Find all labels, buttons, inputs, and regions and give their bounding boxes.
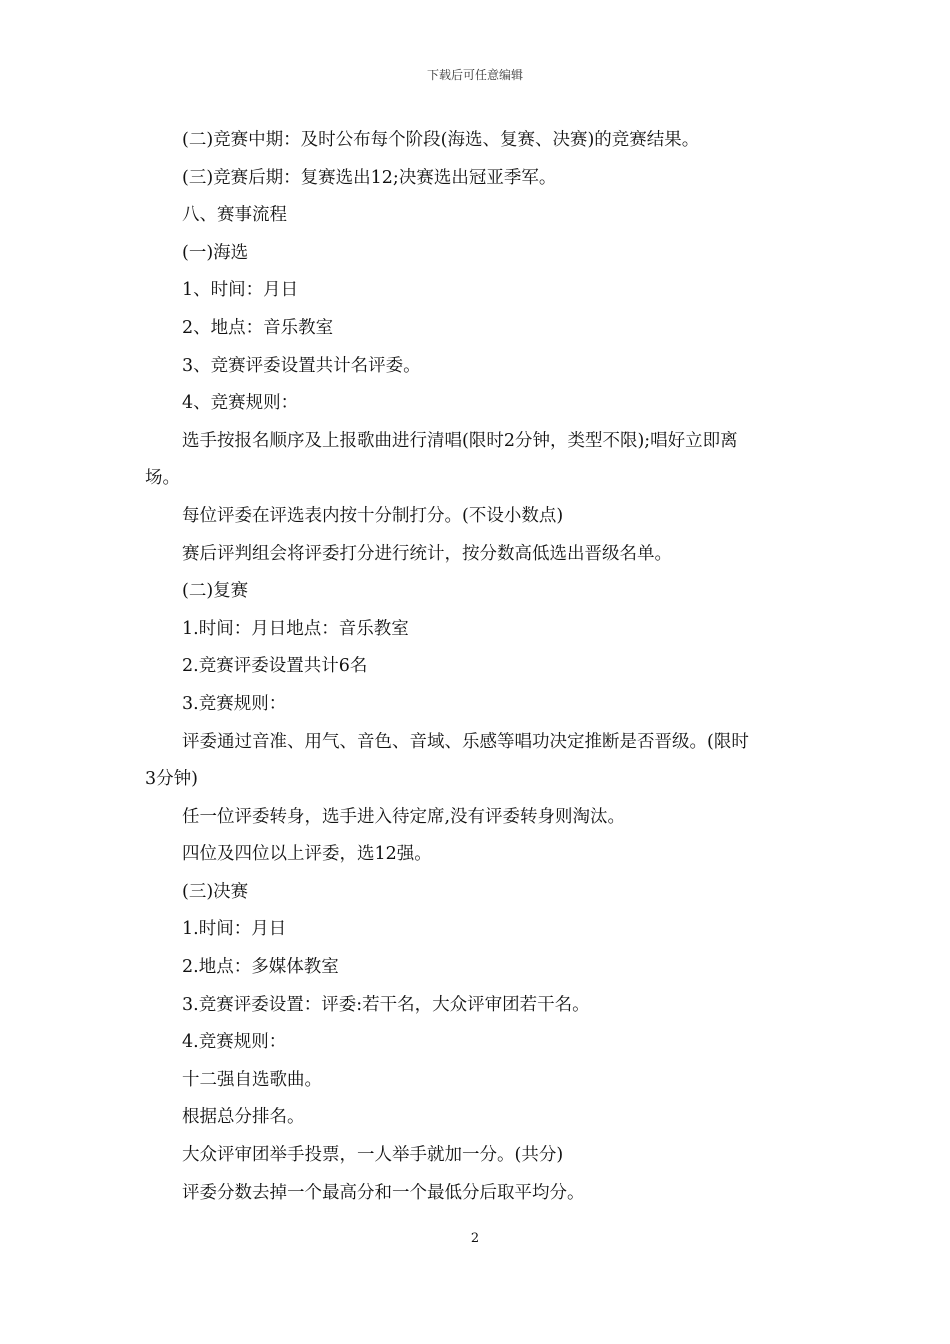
- paragraph: 评委分数去掉一个最高分和一个最低分后取平均分。: [182, 1182, 585, 1203]
- paragraph: 评委通过音准、用气、音色、音域、乐感等唱功决定推断是否晋级。(限时: [182, 731, 749, 752]
- paragraph: 四位及四位以上评委，选12强。: [182, 844, 432, 865]
- paragraph: 4.竞赛规则：: [182, 1032, 287, 1053]
- paragraph: 2、地点：音乐教室: [182, 317, 334, 338]
- paragraph: 1、时间：月日: [182, 280, 299, 301]
- paragraph: 大众评审团举手投票，一人举手就加一分。(共分): [182, 1145, 564, 1166]
- paragraph: 十二强自选歌曲。: [182, 1069, 322, 1090]
- paragraph: 3.竞赛评委设置：评委:若干名，大众评审团若干名。: [182, 994, 590, 1015]
- paragraph: 1.时间：月日地点：音乐教室: [182, 618, 409, 639]
- paragraph: 任一位评委转身，选手进入待定席,没有评委转身则淘汰。: [182, 806, 626, 827]
- paragraph: (二)竞赛中期：及时公布每个阶段(海选、复赛、决赛)的竞赛结果。: [182, 130, 700, 150]
- paragraph: 赛后评判组会将评委打分进行统计，按分数高低选出晋级名单。: [182, 543, 672, 564]
- subsection-heading: (二)复赛: [182, 581, 249, 602]
- paragraph: 每位评委在评选表内按十分制打分。(不设小数点): [182, 505, 564, 526]
- paragraph: 1.时间：月日: [182, 919, 287, 940]
- paragraph-continuation: 3分钟): [145, 769, 198, 790]
- paragraph: 根据总分排名。: [182, 1107, 305, 1128]
- document-body: [145, 122, 813, 1212]
- paragraph: 3.竞赛规则：: [182, 693, 287, 714]
- subsection-heading: (三)决赛: [182, 881, 249, 902]
- page-header: 下载后可任意编辑: [426, 68, 523, 82]
- subsection-heading: (一)海选: [182, 242, 249, 263]
- paragraph: 2.地点：多媒体教室: [182, 957, 339, 978]
- paragraph: 4、竞赛规则：: [182, 393, 299, 414]
- paragraph: 3、竞赛评委设置共计名评委。: [182, 355, 421, 376]
- section-heading: 八、赛事流程: [182, 205, 287, 226]
- paragraph: 2.竞赛评委设置共计6名: [182, 656, 368, 677]
- paragraph-continuation: 场。: [145, 468, 180, 489]
- paragraph: 选手按报名顺序及上报歌曲进行清唱(限时2分钟，类型不限);唱好立即离: [182, 430, 738, 451]
- paragraph: (三)竞赛后期：复赛选出12;决赛选出冠亚季军。: [182, 167, 557, 188]
- page-number: 2: [470, 1231, 480, 1246]
